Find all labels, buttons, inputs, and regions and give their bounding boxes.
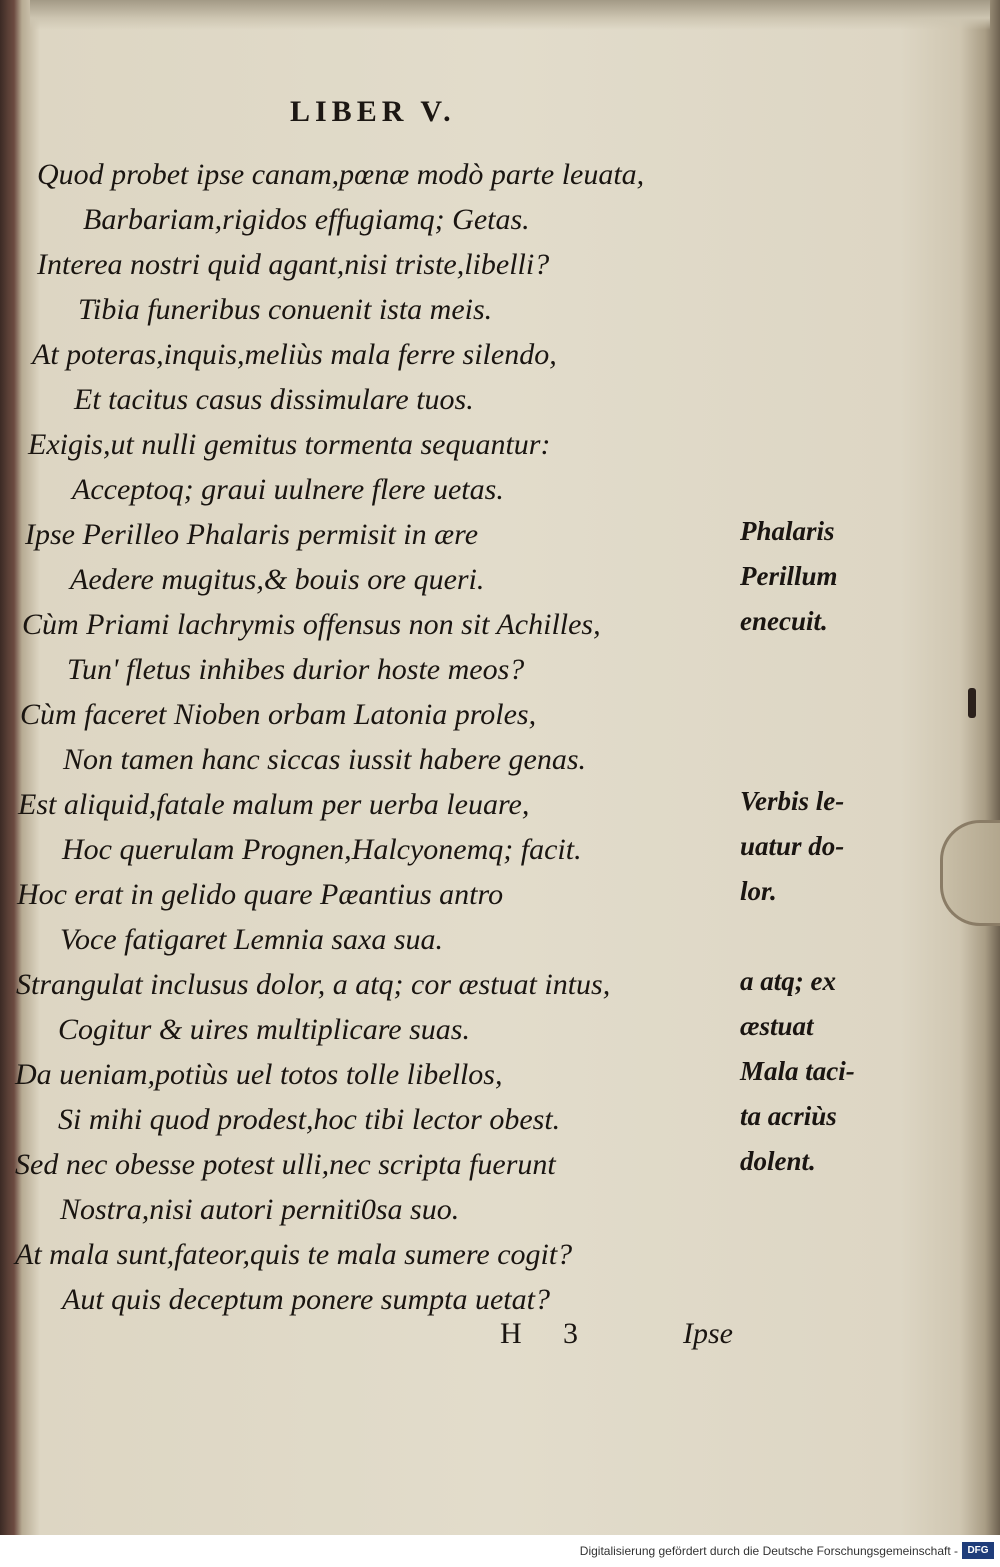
dfg-credit: Digitalisierung gefördert durch die Deutsche Forschungsgemeinschaft - bbox=[579, 1544, 958, 1558]
verse-line: Hoc querulam Prognen,Halcyonemq; facit. bbox=[62, 833, 582, 866]
verse-line: Quod probet ipse canam,pœnæ modò parte leuata, bbox=[37, 158, 645, 191]
marginal-note: ta acriùs bbox=[740, 1101, 837, 1131]
marginal-note: Verbis le- bbox=[740, 786, 845, 816]
dfg-logo: DFG bbox=[962, 1542, 994, 1559]
verse-line: Barbariam,rigidos effugiamq; Getas. bbox=[83, 203, 530, 236]
marginal-note: dolent. bbox=[740, 1146, 816, 1176]
book-clasp bbox=[940, 820, 1000, 926]
marginal-note: Perillum bbox=[740, 561, 838, 591]
verse-line: Et tacitus casus dissimulare tuos. bbox=[74, 383, 474, 416]
verse-line: Aut quis deceptum ponere sumpta uetat? bbox=[62, 1283, 550, 1316]
verse-line: Cùm faceret Nioben orbam Latonia proles, bbox=[20, 698, 537, 731]
catchword: Ipse bbox=[683, 1317, 733, 1350]
verse-line: Sed nec obesse potest ulli,nec scripta fuerunt bbox=[15, 1148, 556, 1181]
marginal-note: uatur do- bbox=[740, 831, 845, 861]
running-head: LIBER V. bbox=[290, 95, 456, 128]
verse-line: Si mihi quod prodest,hoc tibi lector obest. bbox=[58, 1103, 561, 1136]
verse-line: At poteras,inquis,meliùs mala ferre silendo, bbox=[32, 338, 557, 371]
verse-line: Cogitur & uires multiplicare suas. bbox=[58, 1013, 470, 1046]
marginal-note: lor. bbox=[740, 876, 777, 906]
verse-line: Ipse Perilleo Phalaris permisit in ære bbox=[25, 518, 479, 551]
binding-pin bbox=[968, 688, 976, 718]
verse-line: Tun' fletus inhibes durior hoste meos? bbox=[67, 653, 525, 686]
marginal-note: enecuit. bbox=[740, 606, 828, 636]
marginal-note: æstuat bbox=[740, 1011, 814, 1041]
verse-line: Acceptoq; graui uulnere flere uetas. bbox=[72, 473, 504, 506]
verse-line: Tibia funeribus conuenit ista meis. bbox=[78, 293, 493, 326]
verse-line: Exigis,ut nulli gemitus tormenta sequantur: bbox=[28, 428, 551, 461]
show-through-text bbox=[680, 140, 950, 1390]
verse-line: Aedere mugitus,& bouis ore queri. bbox=[70, 563, 485, 596]
marginal-note: a atq; ex bbox=[740, 966, 836, 996]
marginal-note: Phalaris bbox=[740, 516, 835, 546]
verse-line: Da ueniam,potiùs uel totos tolle libellos, bbox=[15, 1058, 503, 1091]
verse-line: Non tamen hanc siccas iussit habere genas. bbox=[63, 743, 586, 776]
verse-line: Strangulat inclusus dolor, a atq; cor æstuat intus, bbox=[16, 968, 611, 1001]
verse-line: Est aliquid,fatale malum per uerba leuare, bbox=[18, 788, 530, 821]
verse-line: At mala sunt,fateor,quis te mala sumere cogit? bbox=[15, 1238, 573, 1271]
signature-mark: H bbox=[500, 1317, 522, 1350]
marginal-note: Mala taci- bbox=[740, 1056, 855, 1086]
page-edge bbox=[30, 0, 990, 30]
verse-line: Nostra,nisi autori perniti0sa suo. bbox=[60, 1193, 460, 1226]
verse-line: Cùm Priami lachrymis offensus non sit Achilles, bbox=[22, 608, 601, 641]
verse-line: Interea nostri quid agant,nisi triste,libelli? bbox=[37, 248, 550, 281]
verse-line: Voce fatigaret Lemnia saxa sua. bbox=[60, 923, 444, 956]
page-number: 3 bbox=[563, 1317, 578, 1350]
verse-line: Hoc erat in gelido quare Pæantius antro bbox=[17, 878, 504, 911]
